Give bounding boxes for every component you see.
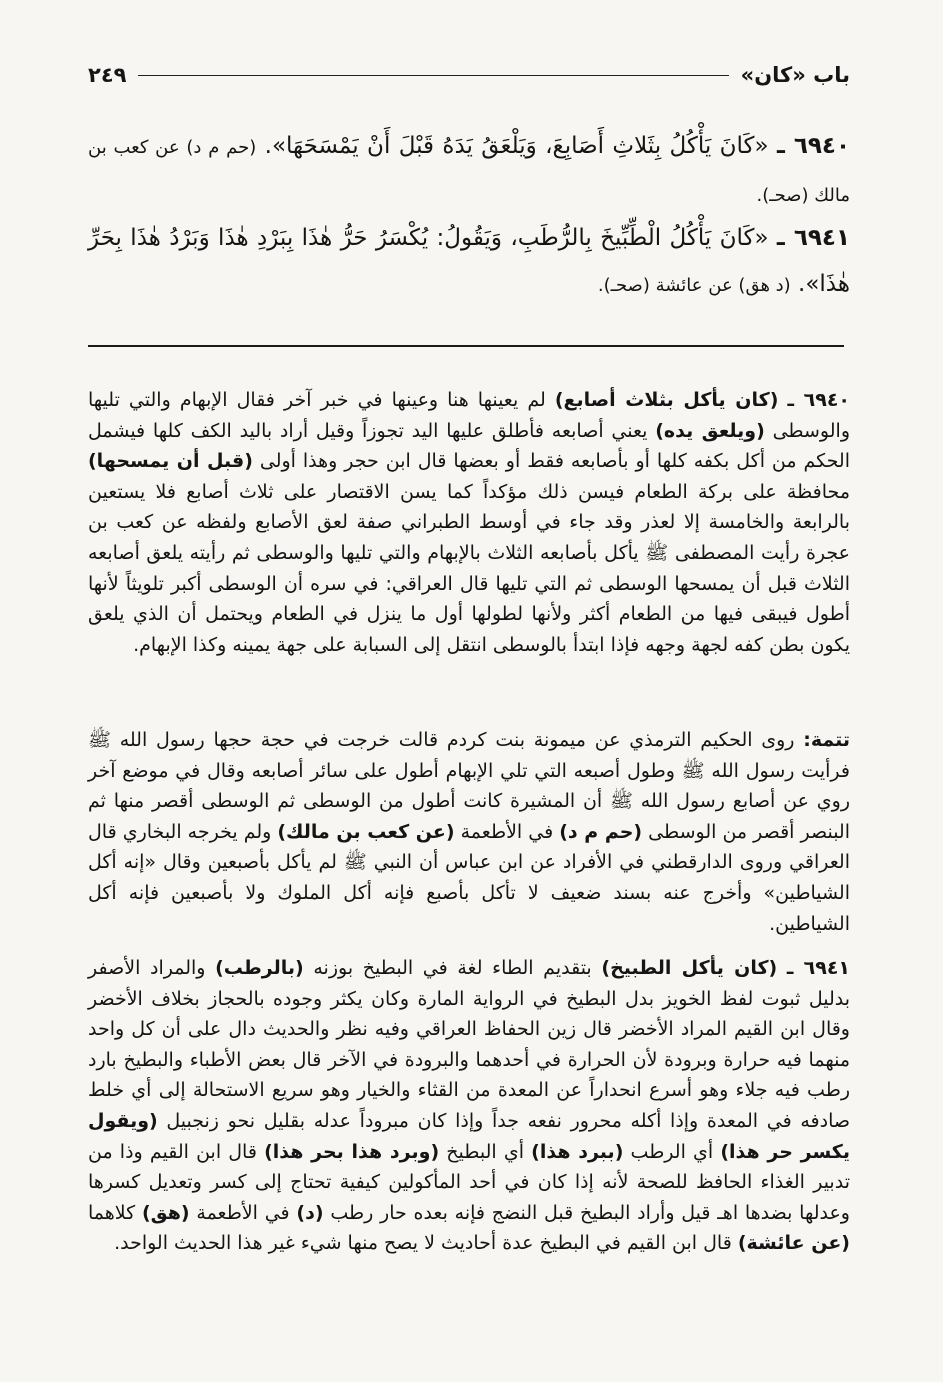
- page-number: ٢٤٩: [88, 63, 127, 87]
- hadith-6941: [88, 215, 850, 309]
- commentary-text: والمراد الأصفر بدليل ثبوت لفظ الخويز بدل البطيخ في الرواية المارة وكان يكثر وجوده بالحجاز بخلاف الأخضر وقال ابن القيم المراد الأخضر قال زين الحفاظ العراقي وفيه نظر والحديث دال على أن كل واحد منهما فيه حرارة وبرودة لأن الحرارة في أحدهما والبرودة في الآخر قال بعض الأطباء والبطيخ بارد رطب فيه جلاء وهو أسرع انحداراً عن المعدة من القثاء والخيار وهو سريع الاستحالة إلى أي خلط صادفه في المعدة وإذا أكله محرور نفعه جداً وإذا كان مبروداً عدله بقليل نحو زنجبيل: [88, 957, 850, 1132]
- hadith-6940: [88, 123, 850, 219]
- quoted-phrase: (د): [296, 1201, 324, 1224]
- quoted-phrase: (عن عائشة): [737, 1232, 850, 1255]
- commentary-text: كلاهما: [88, 1201, 136, 1224]
- hadith-number: ٦٩٤١ ـ: [776, 225, 850, 251]
- quoted-phrase: (وبرد هذا بحر هذا): [264, 1140, 440, 1163]
- commentary-text: بتقديم الطاء لغة في البطيخ بوزنه: [313, 957, 592, 979]
- chapter-title: باب «كان»: [740, 63, 850, 87]
- commentary-number: ٦٩٤١ ـ: [786, 957, 851, 979]
- quoted-phrase: (ببرد هذا): [531, 1140, 624, 1163]
- commentary-text: ولم يخرجه البخاري قال العراقي وروى الدارقطني في الأفراد عن ابن عباس أن النبي ﷺ لم يأكل بأصبعين وقال «إنه أكل الشياطين» وأخرج عنه بسند ضعيف لا تأكل بأصبع فإنه أكل الملوك ولا بأصبعين فإنه أكل الشياطين.: [88, 820, 850, 935]
- quoted-phrase: (ويقول يكسر حر هذا): [88, 1109, 850, 1163]
- commentary-text: يعني أصابعه فأطلق عليها اليد تجوزاً وقيل أراد باليد الكف كلها فيشمل الحكم من أكل بكفه كلها أو بأصابعه فقط أو بعضها قال ابن حجر وهذا أولى: [88, 419, 850, 473]
- commentary-text: في الأطعمة: [196, 1201, 290, 1224]
- commentary-text: قال ابن القيم في البطيخ عدة أحاديث لا يصح منها شيء غير هذا الحديث الواحد.: [114, 1232, 732, 1255]
- quoted-phrase: (قبل أن يمسحها): [88, 450, 253, 473]
- commentary-number: ٦٩٤٠ ـ: [787, 389, 851, 411]
- commentary-text: لم يعينها هنا وعينها في خبر آخر فقال الإبهام والتي تليها والوسطى: [88, 389, 850, 442]
- commentary-text: أي الرطب: [630, 1140, 714, 1163]
- quoted-phrase: (كان يأكل بثلاث أصابع): [554, 389, 779, 411]
- quoted-phrase: (عن كعب بن مالك): [277, 820, 455, 843]
- hadith-source: (حم م د) عن كعب بن مالك (صحـ).: [88, 137, 850, 206]
- quoted-phrase: (هق): [141, 1201, 190, 1224]
- quoted-phrase: (بالرطب): [215, 957, 304, 979]
- page-header: [88, 55, 850, 95]
- hadith-number: ٦٩٤٠ ـ: [776, 133, 851, 159]
- hadith-source: (د هق) عن عائشة (صحـ).: [597, 275, 791, 296]
- commentary-text: قال ابن القيم وذا من تدبير الغذاء الحافظ للصحة لأنه إذا كان في أحد المأكولين كيفية تحتاج إلى كسر وتعديل كسرها وعدلها بضدها اهـ قيل وأراد البطيخ قبل النضج فإنه بعده حار رطب: [88, 1140, 850, 1224]
- header-rule: [138, 75, 728, 76]
- quoted-phrase: (ويلعق يده): [655, 419, 765, 442]
- commentary-text: أي البطيخ: [446, 1140, 524, 1163]
- hadith-text: «كَانَ يَأْكُلُ بِثَلاثِ أَصَابِعَ، وَيَلْعَقُ يَدَهُ قَبْلَ أَنْ يَمْسَحَهَا».: [264, 133, 769, 159]
- book-page: [88, 55, 850, 1355]
- commentary-text: في الأطعمة: [460, 820, 554, 843]
- commentary-6940: [88, 385, 850, 660]
- quoted-phrase: (حم م د): [559, 820, 643, 843]
- hadith-text: «كَانَ يَأْكُلُ الْطِّبِّيخَ بِالرُّطَبِ، وَيَقُولُ: يُكْسَرُ حَرُّ هٰذَا بِبَرْدِ هٰذَا وَبَرْدُ هٰذَا بِحَرِّ هٰذَا».: [88, 225, 850, 297]
- tatimma-label: تتمة:: [803, 729, 850, 751]
- quoted-phrase: (كان يأكل الطبيخ): [601, 957, 778, 979]
- commentary-6941: [88, 953, 850, 1259]
- commentary-tatimma: [88, 725, 850, 939]
- footnote-divider: [88, 345, 844, 347]
- commentary-text: محافظة على بركة الطعام فيسن ذلك مؤكداً كما يسن الاقتصار على ثلاث أصابع فلا يستعين بالرابعة والخامسة إلا لعذر وقد جاء في أوسط الطبراني صفة لعق الأصابع ولفظه عن كعب بن عجرة رأيت المصطفى ﷺ يأكل بأصابعه الثلاث بالإبهام والتي تليها والوسطى ثم رأيته يلعق أصابعه الثلاث قبل أن يمسحها الوسطى ثم التي تليها قال العراقي: في سره أن الوسطى أكبر تلويثاً لأنها أطول فيبقى فيها من الطعام أكثر ولأنها لطولها أول ما ينزل في الطعام ويحتمل أن الذي يلعق يكون بطن كفه لجهة وجهه فإذا ابتدأ بالوسطى انتقل إلى السبابة على جهة يمينه وكذا الإبهام.: [88, 480, 850, 656]
- commentary-text: روى الحكيم الترمذي عن ميمونة بنت كردم قالت خرجت في حجة حجها رسول الله ﷺ فرأيت رسول الله ﷺ وطول أصبعه التي تلي الإبهام أطول على سائر أصابعه وقال في موضع آخر روي عن أصابع رسول الله ﷺ أن المشيرة كانت أطول من الوسطى ثم الوسطى أقصر منها ثم البنصر أقصر من الوسطى: [88, 729, 851, 843]
